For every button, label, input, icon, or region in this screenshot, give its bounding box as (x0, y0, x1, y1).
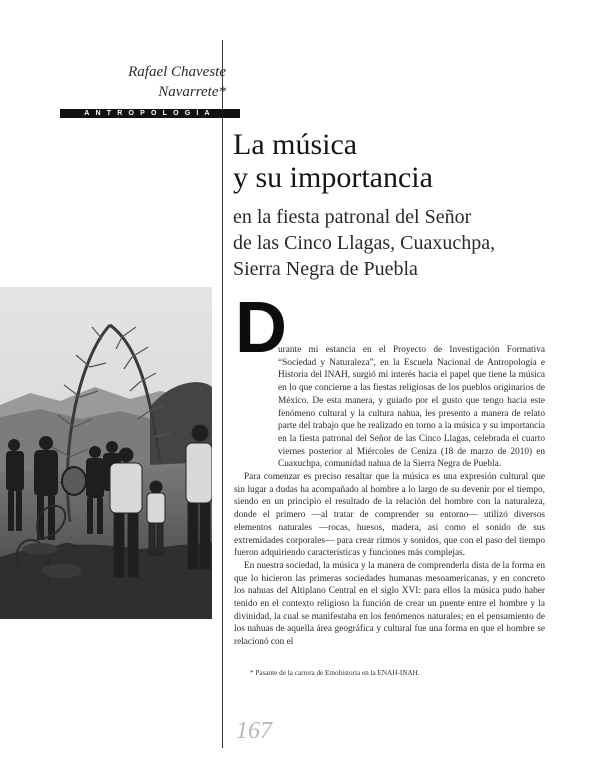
article-subtitle (233, 204, 573, 282)
drop-cap: D (235, 288, 287, 368)
page-number: 167 (236, 718, 272, 744)
section-label: ANTROPOLOGÍA (84, 110, 216, 117)
paragraph-3: En nuestra sociedad, la música y la manera de comprenderla dista de la forma en que lo hicieron las primeras sociedades humanas mesoamericanas, y en concreto los nahuas del Altiplano Central en el siglo XVI: para ellos la música pudo haber tenido en el contexto religioso la función de crear un puente entre el hombre y la divinidad, la cual se manifestaba en los fenómenos naturales; en el pensamiento de los nahuas de aquella área geográfica y cultural fue una forma en que el hombre se relacionó con el (234, 560, 545, 648)
subtitle-line1: en la fiesta patronal del Señor (233, 206, 472, 228)
subtitle-line3: Sierra Negra de Puebla (233, 258, 418, 280)
festival-photo (0, 287, 212, 619)
paragraph-2: Para comenzar es preciso resaltar que la música es una expresión cultural que sin lugar a dudas ha acompañado al hombre a lo largo de su devenir por el tiempo, siendo en un principio el resultado de la relación del hombre con la naturaleza, donde el primero —al tratar de comprender su entorno— utilizó diversos elementos naturales —rocas, huesos, madera, así como el sonido de sus extremidades corporales— para crear ritmos y sonidos, que con el paso del tiempo fueron adquiriendo características y funciones más complejas. (234, 472, 545, 559)
footnote: * Pasante de la carrera de Etnohistoria en la ENAH-INAH. (250, 669, 420, 677)
article-body (234, 344, 545, 649)
article-title (233, 128, 573, 194)
author-byline (60, 62, 226, 102)
subtitle-line2: de las Cinco Llagas, Cuaxuchpa, (233, 232, 496, 254)
author-name-line1: Rafael Chaveste (128, 64, 226, 80)
author-name-line2: Navarrete* (158, 84, 226, 100)
column-rule (222, 40, 223, 748)
title-line2: y su importancia (233, 161, 433, 194)
title-line1: La música (233, 128, 358, 161)
paragraph-1: urante mi estancia en el Proyecto de Investigación Formativa “Sociedad y Naturaleza”, en la Escuela Nacional de Antropología e Historia del INAH, surgió mi interés hacia el papel que tiene la música en lo que concierne a las fiestas religiosas de los pueblos originarios de México. De esta manera, y guiado por el gusto que tengo hacia este fenómeno cultural y la cultura nahua, les presento a manera de relato parte del trabajo que he realizado en torno a la música y su importancia en la fiesta patronal del Señor de las Cinco Llagas, celebrada el cuarto viernes posterior al Miércoles de Ceniza (18 de marzo de 2010) en Cuaxuchpa, comunidad nahua de la Sierra Negra de Puebla. (278, 345, 545, 470)
